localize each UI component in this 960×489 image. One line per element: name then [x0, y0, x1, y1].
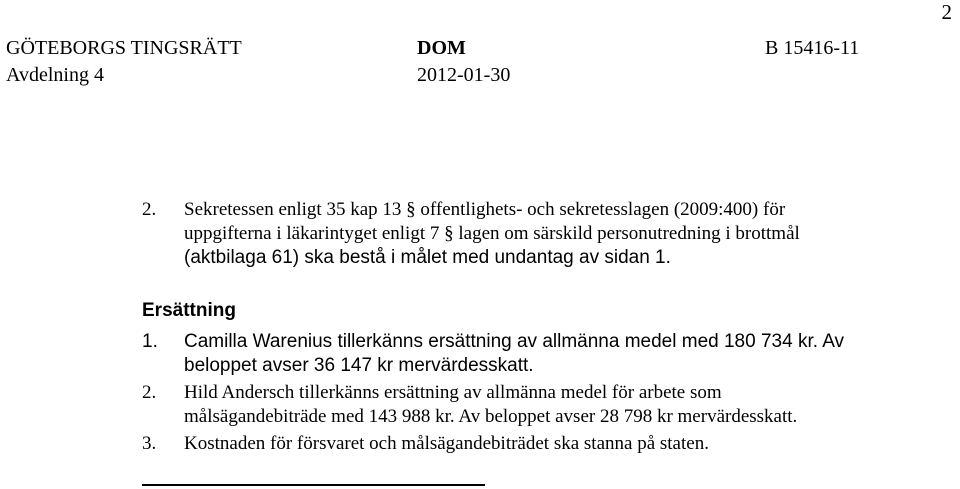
document-type: DOM — [417, 37, 466, 59]
department: Avdelning 4 — [6, 64, 104, 86]
compensation-heading: Ersättning — [142, 300, 236, 321]
court-name: GÖTEBORGS TINGSRÄTT — [6, 37, 242, 59]
signature-rule — [142, 484, 485, 486]
compensation-item — [142, 330, 844, 378]
item-line: Camilla Warenius tillerkänns ersättning av allmänna medel med 180 734 kr. Av — [184, 331, 845, 352]
page-number: 2 — [941, 0, 952, 24]
item-line: beloppet avser 36 147 kr mervärdesskatt. — [184, 355, 534, 376]
paragraph-line: Sekretessen enligt 35 kap 13 § offentlighets- och sekretesslagen (2009:400) för — [184, 199, 786, 220]
paragraph-line: (aktbilaga 61) ska bestå i målet med undantag av sidan 1. — [184, 247, 671, 268]
document-date: 2012-01-30 — [417, 64, 511, 86]
paragraph-line: uppgifterna i läkarintyget enligt 7 § lagen om särskild personutredning i brottmål — [184, 223, 800, 244]
compensation-item — [142, 381, 797, 429]
item-line: Kostnaden för försvaret och målsägandebiträdet ska stanna på staten. — [184, 433, 709, 454]
item-number: 1. — [142, 331, 158, 352]
case-number: B 15416-11 — [765, 37, 860, 59]
secrecy-paragraph — [142, 198, 800, 270]
item-number: 3. — [142, 433, 157, 454]
paragraph-number: 2. — [142, 199, 157, 220]
compensation-item — [142, 432, 709, 456]
item-line: Hild Andersch tillerkänns ersättning av allmänna medel för arbete som — [184, 382, 722, 403]
item-number: 2. — [142, 382, 157, 403]
item-line: målsägandebiträde med 143 988 kr. Av beloppet avser 28 798 kr mervärdesskatt. — [184, 406, 798, 427]
